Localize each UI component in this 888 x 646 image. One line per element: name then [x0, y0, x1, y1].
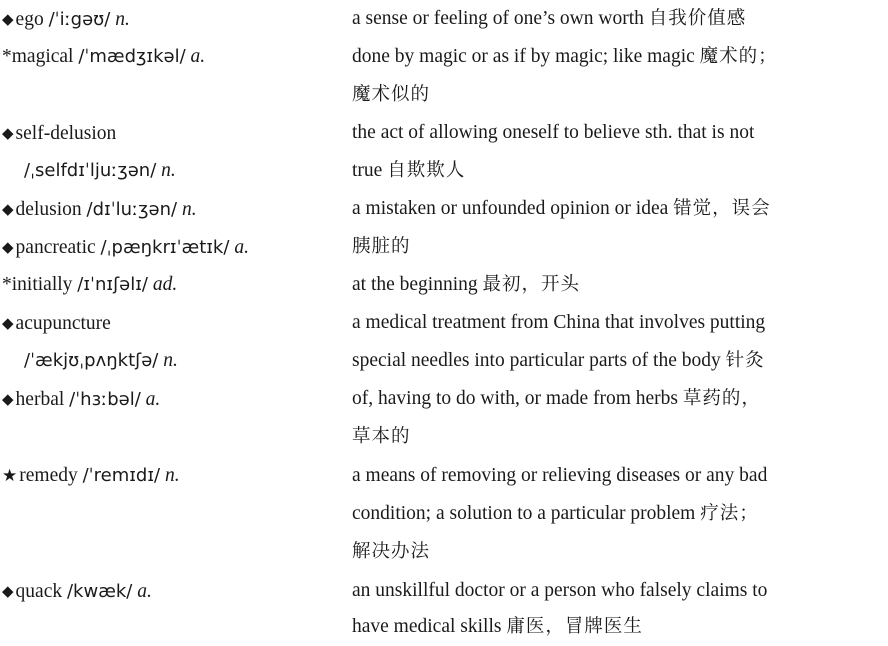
headword-line — [24, 152, 176, 190]
diamond-marker-icon: ◆ — [2, 314, 14, 332]
entry-delusion — [0, 190, 888, 228]
definition-zh: 疗法； — [700, 503, 759, 524]
definition-en: a sense or feeling of one’s own worth — [352, 8, 644, 29]
diamond-marker-icon: ◆ — [2, 390, 14, 408]
diamond-marker-icon: ◆ — [2, 238, 14, 256]
headword: delusion — [15, 199, 82, 220]
definition-en: condition; a solution to a particular problem — [352, 503, 696, 524]
phonetic: /ˌselfdɪˈljuːʒən/ — [24, 160, 157, 181]
headword-line — [2, 457, 180, 495]
part-of-speech: n. — [164, 465, 180, 486]
diamond-marker-icon: ◆ — [2, 200, 14, 218]
definition-en: an unskillful doctor or a person who falsely claims to — [352, 580, 768, 601]
phonetic: /ˈremɪdɪ/ — [82, 465, 161, 486]
headword-line — [2, 190, 197, 229]
definition — [352, 228, 411, 266]
entry-acupuncture — [0, 304, 888, 342]
part-of-speech: n. — [115, 9, 130, 30]
definition-en: true — [352, 160, 383, 181]
definition-zh: 草本的 — [352, 426, 411, 447]
definition — [352, 38, 778, 76]
definition-en: a means of removing or relieving diseases or any bad — [352, 465, 768, 486]
definition-en: special needles into particular parts of the body — [352, 350, 721, 371]
diamond-marker-icon: ◆ — [2, 582, 14, 600]
entry-magical — [0, 38, 888, 76]
definition-en: of, having to do with, or made from herbs — [352, 388, 679, 409]
part-of-speech: a. — [137, 581, 152, 602]
headword-line — [2, 38, 205, 76]
entry-remedy-continued — [0, 533, 888, 571]
definition — [352, 76, 430, 114]
entry-remedy-continued — [0, 495, 888, 533]
headword: magical — [11, 46, 74, 67]
definition — [352, 266, 580, 304]
entry-herbal-continued — [0, 418, 888, 456]
entry-acupuncture-continued — [0, 342, 888, 380]
definition-zh: 自我价值感 — [648, 8, 747, 29]
entry-quack-continued — [0, 608, 888, 646]
definition — [352, 457, 767, 495]
headword-line — [2, 572, 152, 611]
diamond-marker-icon: ◆ — [2, 10, 14, 28]
definition — [352, 608, 643, 646]
headword-line — [2, 304, 111, 343]
headword: initially — [11, 274, 73, 295]
entry-self-delusion — [0, 114, 888, 152]
phonetic: /ˈhɜːbəl/ — [69, 389, 141, 410]
definition-zh: 魔术似的 — [352, 84, 431, 105]
definition-zh: 错觉，误会 — [673, 198, 771, 219]
headword: remedy — [19, 465, 78, 486]
part-of-speech: n. — [181, 199, 197, 220]
asterisk-marker-icon: * — [2, 274, 12, 295]
definition — [352, 190, 771, 228]
headword-line — [2, 228, 249, 267]
headword-line — [2, 0, 130, 39]
entry-quack — [0, 572, 888, 610]
part-of-speech: ad. — [152, 274, 178, 295]
definition-en: done by magic or as if by magic; like magic — [352, 46, 695, 67]
headword: quack — [15, 581, 63, 602]
phonetic: /dɪˈluːʒən/ — [86, 199, 178, 220]
headword-line — [2, 380, 160, 419]
headword-line — [2, 114, 116, 153]
entry-self-delusion-continued — [0, 152, 888, 190]
definition-zh: 草药的， — [682, 388, 761, 409]
phonetic: /ˈækjʊˌpʌŋktʃə/ — [24, 350, 159, 371]
headword-line — [2, 266, 177, 304]
definition-zh: 解决办法 — [352, 541, 431, 562]
diamond-marker-icon: ◆ — [2, 124, 14, 142]
phonetic: /ɪˈnɪʃəlɪ/ — [77, 274, 148, 295]
definition-zh: 胰脏的 — [352, 236, 411, 257]
entry-initially — [0, 266, 888, 304]
part-of-speech: a. — [145, 389, 161, 410]
headword: acupuncture — [15, 313, 111, 334]
definition-en: the act of allowing oneself to believe sth. that is not — [352, 122, 755, 143]
definition — [352, 533, 430, 571]
phonetic: /kwæk/ — [66, 581, 133, 602]
entry-magical-continued — [0, 76, 888, 114]
part-of-speech: n. — [161, 160, 176, 181]
definition-en: a mistaken or unfounded opinion or idea — [352, 198, 669, 219]
star-marker-icon: ★ — [2, 466, 18, 486]
entry-herbal — [0, 380, 888, 418]
definition — [352, 572, 767, 610]
definition-zh: 自欺欺人 — [387, 160, 466, 181]
definition — [352, 380, 761, 418]
definition — [352, 418, 411, 456]
headword: pancreatic — [15, 237, 96, 258]
definition — [352, 0, 746, 38]
phonetic: /ˈmædʒɪkəl/ — [78, 46, 186, 67]
headword: self-delusion — [15, 123, 117, 144]
phonetic: /ˈiːgəʊ/ — [48, 9, 111, 30]
headword: ego — [15, 9, 44, 30]
definition — [352, 152, 465, 190]
definition-en: have medical skills — [352, 616, 502, 637]
part-of-speech: a. — [190, 46, 206, 67]
definition-zh: 最初，开头 — [482, 274, 581, 295]
phonetic: /ˌpæŋkrɪˈætɪk/ — [100, 237, 230, 258]
headword: herbal — [15, 389, 65, 410]
part-of-speech: a. — [234, 237, 249, 258]
definition — [352, 304, 765, 342]
entry-pancreatic — [0, 228, 888, 266]
entry-remedy — [0, 457, 888, 495]
headword-line — [24, 342, 178, 380]
definition — [352, 342, 765, 380]
part-of-speech: n. — [163, 350, 178, 371]
asterisk-marker-icon: * — [2, 46, 12, 67]
entry-ego — [0, 0, 888, 38]
definition — [352, 114, 754, 152]
definition-zh: 魔术的； — [699, 46, 778, 67]
definition-en: at the beginning — [352, 274, 478, 295]
definition-zh: 庸医，冒牌医生 — [506, 616, 643, 637]
definition — [352, 495, 759, 533]
definition-zh: 针灸 — [725, 350, 765, 371]
definition-en: a medical treatment from China that involves putting — [352, 312, 766, 333]
